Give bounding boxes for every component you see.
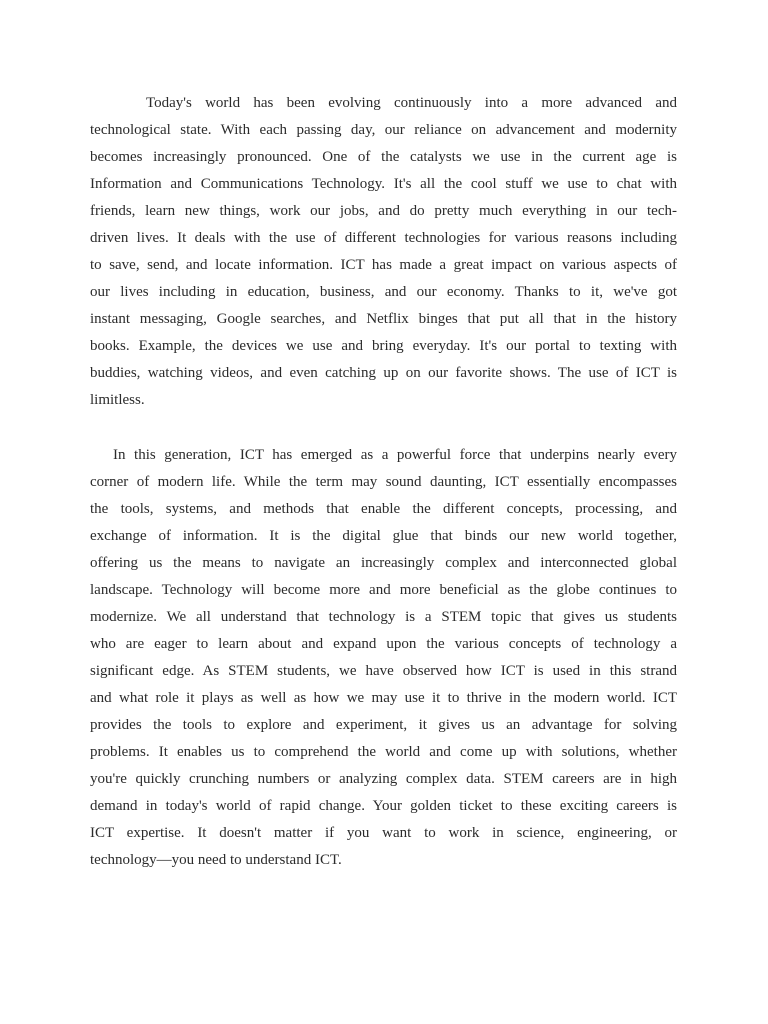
paragraph-2-line: problems. It enables us to comprehend the world and come up with solutions, whether bbox=[90, 744, 677, 760]
paragraph-2-line: modernize. We all understand that technology is a STEM topic that gives us students bbox=[90, 609, 677, 625]
paragraph-2-line: offering us the means to navigate an increasingly complex and interconnected global bbox=[90, 555, 677, 571]
paragraph-2-line: ICT expertise. It doesn't matter if you want to work in science, engineering, or bbox=[90, 825, 677, 841]
paragraph-1-line: driven lives. It deals with the use of different technologies for various reasons including bbox=[90, 230, 677, 246]
paragraph-1-line: our lives including in education, business, and our economy. Thanks to it, we've got bbox=[90, 284, 677, 300]
paragraph-1-line: instant messaging, Google searches, and Netflix binges that put all that in the history bbox=[90, 311, 677, 327]
paragraph-2-line: corner of modern life. While the term may sound daunting, ICT essentially encompasses bbox=[90, 474, 677, 490]
paragraph-2-line: significant edge. As STEM students, we have observed how ICT is used in this strand bbox=[90, 663, 677, 679]
paragraph-2-line: who are eager to learn about and expand upon the various concepts of technology a bbox=[90, 636, 677, 652]
paragraph-1-line: books. Example, the devices we use and bring everyday. It's our portal to texting with bbox=[90, 338, 677, 354]
paragraph-1-line: buddies, watching videos, and even catching up on our favorite shows. The use of ICT is bbox=[90, 365, 677, 381]
paragraph-1-line: becomes increasingly pronounced. One of the catalysts we use in the current age is bbox=[90, 149, 677, 165]
paragraph-1-line: friends, learn new things, work our jobs, and do pretty much everything in our tech- bbox=[90, 203, 677, 219]
paragraph-2-line: landscape. Technology will become more and more beneficial as the globe continues to bbox=[90, 582, 677, 598]
paragraph-2-line: the tools, systems, and methods that enable the different concepts, processing, and bbox=[90, 501, 677, 517]
paragraph-2-line: demand in today's world of rapid change. Your golden ticket to these exciting careers is bbox=[90, 798, 677, 814]
paragraph-2-line: provides the tools to explore and experiment, it gives us an advantage for solving bbox=[90, 717, 677, 733]
paragraph-2-line: exchange of information. It is the digital glue that binds our new world together, bbox=[90, 528, 677, 544]
paragraph-1-line: to save, send, and locate information. ICT has made a great impact on various aspects of bbox=[90, 257, 677, 273]
paragraph-1-line: limitless. bbox=[90, 392, 145, 408]
paragraph-1-line: Today's world has been evolving continuously into a more advanced and bbox=[146, 95, 677, 111]
paragraph-2-line: technology—you need to understand ICT. bbox=[90, 852, 342, 868]
paragraph-2-line: In this generation, ICT has emerged as a powerful force that underpins nearly every bbox=[113, 447, 677, 463]
paragraph-1-line: technological state. With each passing day, our reliance on advancement and modernity bbox=[90, 122, 677, 138]
paragraph-2-line: you're quickly crunching numbers or analyzing complex data. STEM careers are in high bbox=[90, 771, 677, 787]
paragraph-1-line: Information and Communications Technology. It's all the cool stuff we use to chat with bbox=[90, 176, 677, 192]
paragraph-2-line: and what role it plays as well as how we may use it to thrive in the modern world. ICT bbox=[90, 690, 677, 706]
